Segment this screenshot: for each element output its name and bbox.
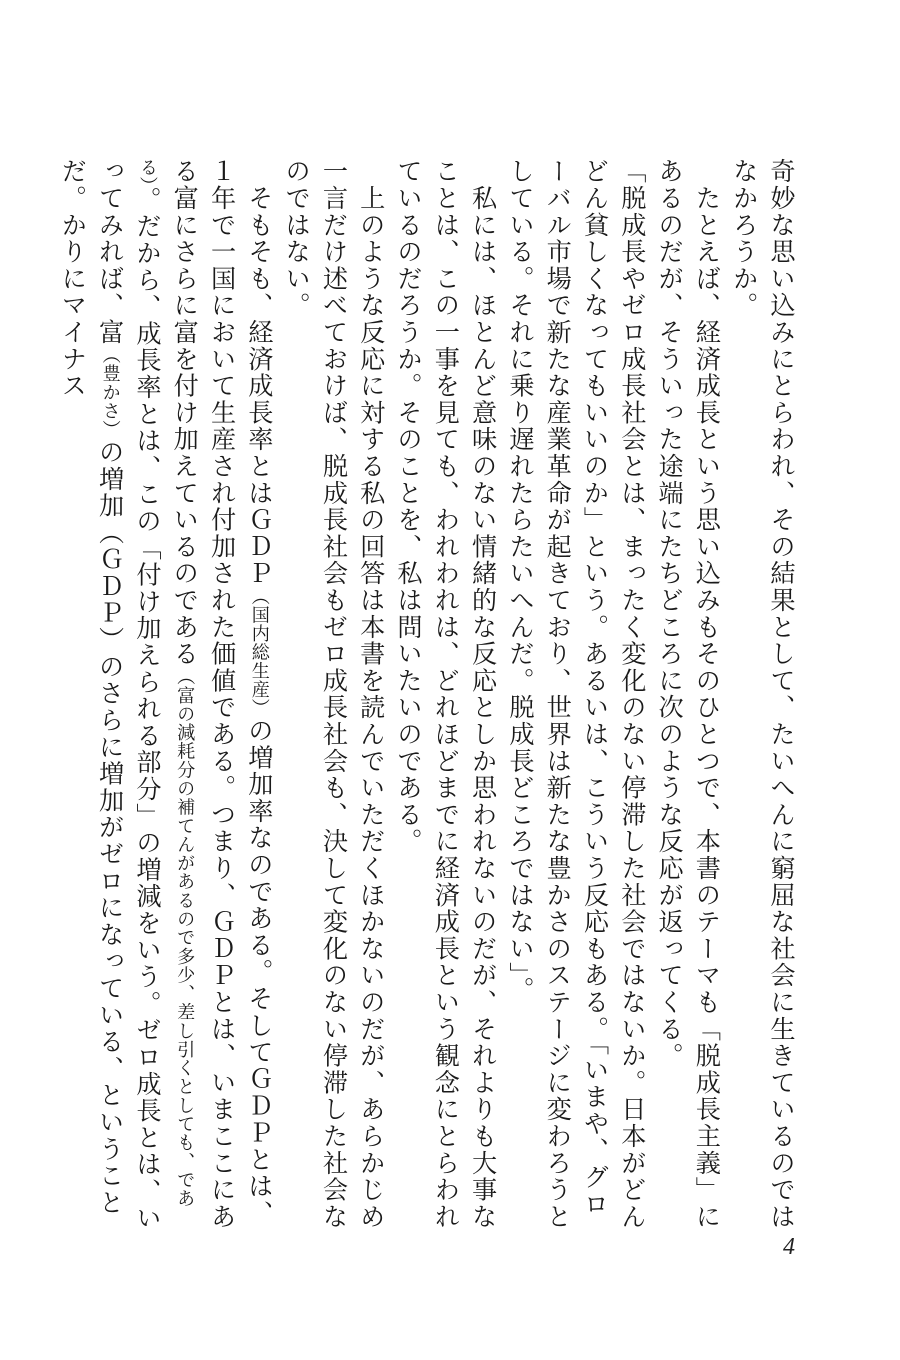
paragraph-text: の増加率なのである。そしてＧＤＰとは、１年で一国において生産され付加された価値である。つまり、ＧＤＰとは、いまここにある富にさらに富を付け加えているのである [170,158,274,1230]
paragraph [502,158,651,1233]
paragraph [390,158,502,1233]
paragraph-text: 奇妙な思い込みにとらわれ、その結果として、たいへんに窮屈な社会に生きているのではなかろうか。 [729,158,796,1230]
paragraph [278,158,390,1233]
paragraph-text: 「脱成長やゼロ成長社会とは、まったく変化のない停滞した社会ではないか。日本がどんどん貧しくなってもいいのか」という。あるいは、こういう反応もある。「いまや、グローバル市場で新たな産業革命が起きており、世界は新たな豊かさのステージに変わろうとしている。それに乗り遅れたらたいへんだ。脱成長どころではない」。 [505,158,647,1230]
paragraph-text: 。だから、成長率とは、この「付け加えられる部分」の増減をいう。ゼロ成長とは、いってみれば、富 [95,158,162,1232]
body-text [58,158,800,1233]
page-number: 4 [783,1234,795,1260]
annotation-text: （国内総生産） [248,586,270,718]
annotation-text: （豊かさ） [99,345,121,439]
paragraph-text: 私には、ほとんど意味のない情緒的な反応としか思われないのだが、それよりも大事なことは、この一事を見ても、われわれは、どれほどまでに経済成長という観念にとらわれているのだろうか。そのことを、私は問いたいのである。 [394,158,498,1230]
paragraph [725,158,800,1233]
paragraph-text: たとえば、経済成長という思い込みもそのひとつで、本書のテーマも「脱成長主義」にあるのだが、そういった途端にたちどころに次のような反応が返ってくる。 [655,158,722,1230]
paragraph-text: 上のような反応に対する私の回答は本書を読んでいただくほかないのだが、あらかじめ一言だけ述べておけば、脱成長社会もゼロ成長社会も、決して変化のない停滞した社会なのではない。 [282,158,386,1230]
paragraph [651,158,726,1233]
paragraph [54,158,278,1233]
paragraph-text: の増加（ＧＤＰ）のさらに増加がゼロになっている、ということだ。かりにマイナス [58,158,125,1217]
paragraph-text: そもそも、経済成長率とはＧＤＰ [244,158,274,587]
annotation-text: （富の減耗分の補てんがあるので多少、差し引くとしても、である） [136,158,196,1208]
